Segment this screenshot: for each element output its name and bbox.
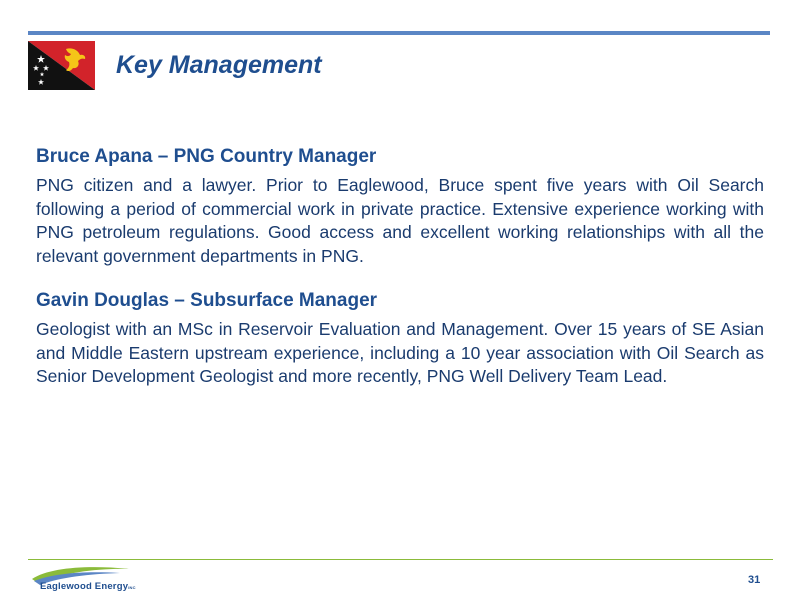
profile-section-bruce-apana (36, 146, 764, 268)
footer-rule (28, 559, 773, 560)
profile-section-gavin-douglas (36, 290, 764, 389)
header-rule (28, 31, 770, 35)
papua-new-guinea-flag-icon (28, 41, 95, 90)
page-number: 31 (748, 574, 761, 586)
profile-heading: Bruce Apana – PNG Country Manager (36, 146, 377, 167)
company-logo-text: Eaglewood EnergyINC (40, 581, 136, 592)
profile-description: Geologist with an MSc in Reservoir Evaluation and Management. Over 15 years of SE Asian and Middle Eastern upstream experience, including a 10 year association with Oil Search as Senior Development Geologist and more recently, PNG Well Delivery Team Lead. (36, 319, 764, 386)
page-title: Key Management (116, 51, 322, 79)
profile-description: PNG citizen and a lawyer. Prior to Eaglewood, Bruce spent five years with Oil Search following a period of commercial work in private practice. Extensive experience working with PNG petroleum regulations. Good access and excellent working relationships with all the relevant government departments in PNG. (36, 175, 764, 266)
profile-heading: Gavin Douglas – Subsurface Manager (36, 290, 378, 311)
